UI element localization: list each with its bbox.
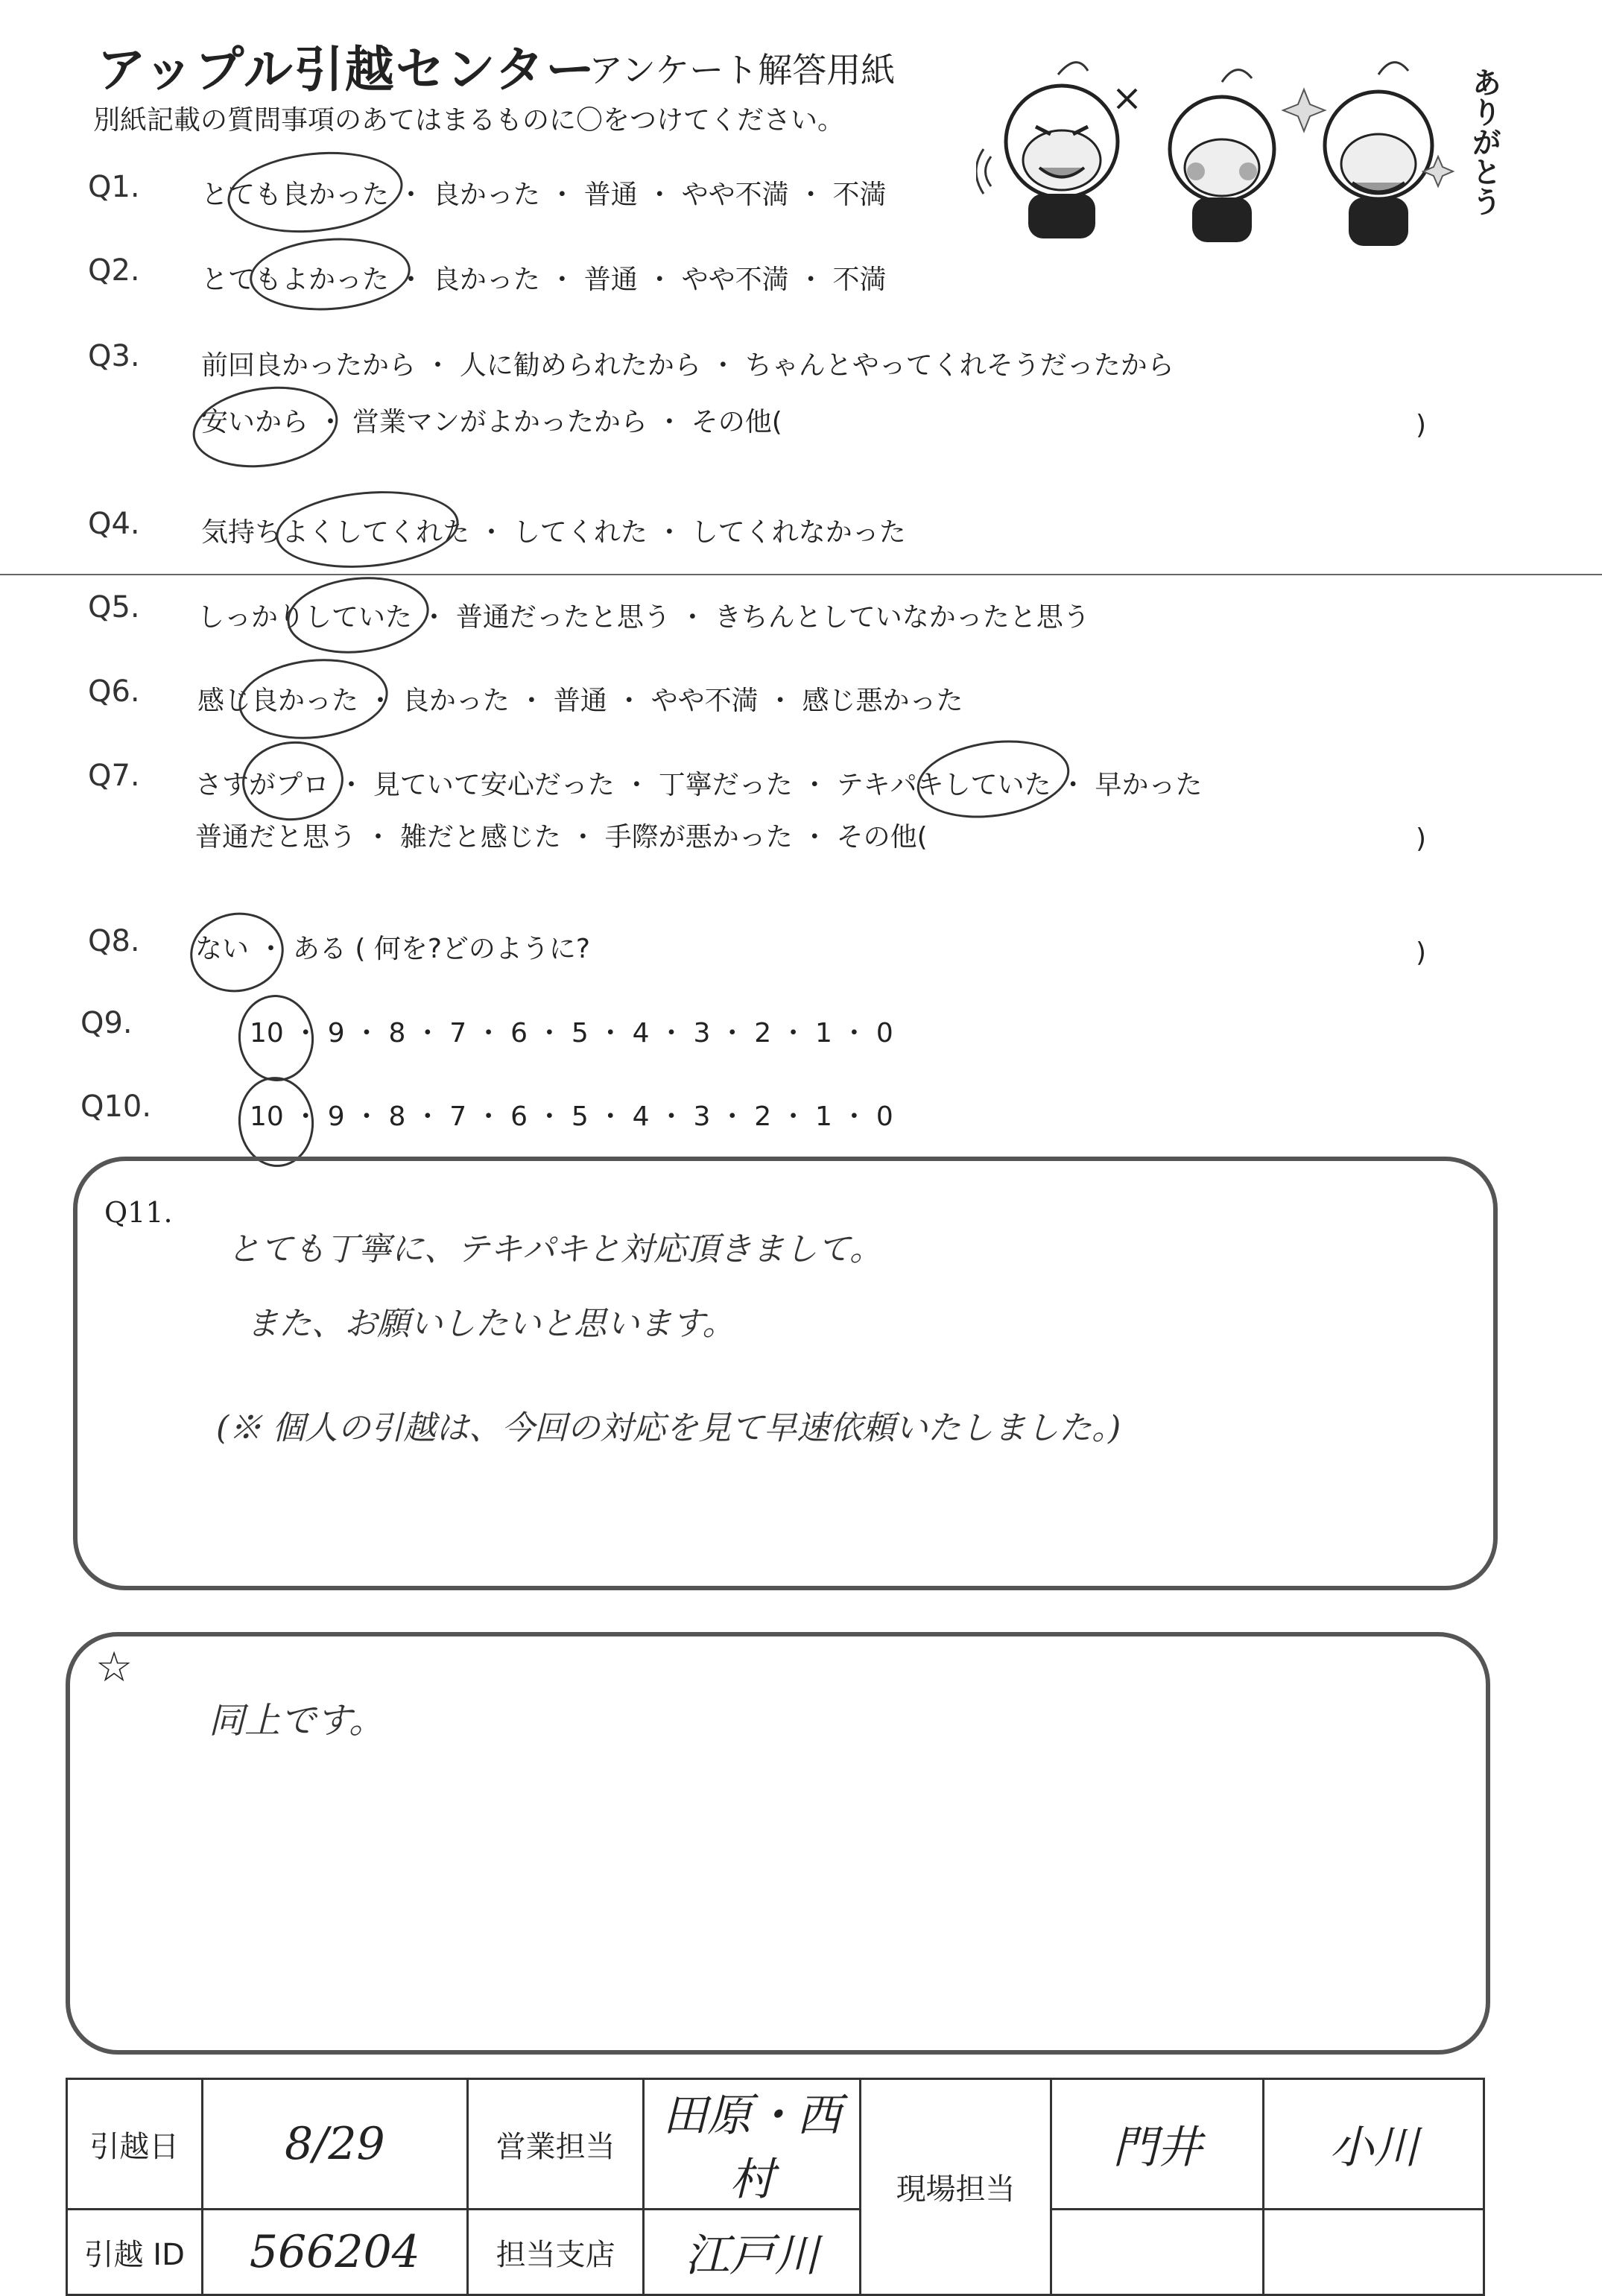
q10-answer-circle [235, 1074, 317, 1170]
move-date-label: 引越日 [67, 2079, 203, 2210]
q3-options-line2: 安いから ・ 営業マンがよかったから ・ その他( [201, 407, 782, 437]
branch-label: 担当支店 [468, 2210, 644, 2295]
form-subtitle: アンケート解答用紙 [589, 50, 896, 90]
sales-staff-value: 田原・西村 [644, 2079, 861, 2210]
q9-scale: 10 ・ 9 ・ 8 ・ 7 ・ 6 ・ 5 ・ 4 ・ 3 ・ 2 ・ 1 ・ 0 [250, 1018, 893, 1049]
q11-comment-line2: また、お願いしたいと思います。 [246, 1305, 735, 1343]
q4-answer-circle [273, 484, 462, 575]
q7-label: Q7. [88, 759, 140, 793]
q7-answer-circle-pro [239, 737, 347, 824]
star-icon: ☆ [95, 1643, 133, 1692]
q1-options: とても良かった ・ 良かった ・ 普通 ・ やや不満 ・ 不満 [201, 180, 887, 210]
q5-label: Q5. [88, 590, 140, 624]
q10-label: Q10. [80, 1090, 152, 1124]
sales-label: 営業担当 [468, 2079, 644, 2210]
q3-close-paren: ) [1416, 410, 1427, 440]
staff-info-table [66, 2078, 1485, 2296]
q3-answer-circle [188, 378, 343, 476]
q1-label: Q1. [88, 170, 140, 204]
q5-answer-circle [283, 570, 433, 660]
q6-answer-circle [235, 652, 392, 746]
move-id-value: 566204 [202, 2210, 468, 2295]
instruction-text: 別紙記載の質問事項のあてはまるものに〇をつけてください。 [93, 105, 845, 136]
q2-answer-circle [247, 233, 413, 316]
q9-label: Q9. [80, 1006, 133, 1040]
q3-label: Q3. [88, 339, 140, 373]
site-staff-1: 門井 [1051, 2079, 1264, 2210]
q11-comment-line1: とても丁寧に、テキパキと対応頂きまして。 [227, 1230, 883, 1268]
star-comment-text: 同上です。 [209, 1700, 385, 1742]
q7-options-line1: さすがプロ ・ 見ていて安心だった ・ 丁寧だった ・ テキパキしていた ・ 早かった [195, 770, 1203, 800]
site-staff-label: 現場担当 [861, 2079, 1051, 2295]
site-staff-empty-2 [1264, 2210, 1484, 2295]
q7-close-paren: ) [1416, 823, 1427, 854]
q1-answer-circle [224, 144, 407, 241]
q4-options: 気持ちよくしてくれた ・ してくれた ・ してくれなかった [201, 517, 906, 548]
mascot-illustration [976, 45, 1513, 253]
q2-options: とてもよかった ・ 良かった ・ 普通 ・ やや不満 ・ 不満 [201, 265, 887, 295]
site-staff-2: 小川 [1264, 2079, 1484, 2210]
q8-answer-circle [184, 905, 290, 999]
site-staff-empty-1 [1051, 2210, 1264, 2295]
q8-options: ない ・ ある ( 何を?どのように? [195, 934, 591, 964]
fold-line [0, 574, 1602, 575]
q9-answer-circle [235, 992, 317, 1084]
mascot-thanks-text: ありがとう [1467, 67, 1501, 216]
q5-options: しっかりしていた ・ 普通だったと思う ・ きちんとしていなかったと思う [197, 602, 1090, 633]
q7-options-line2: 普通だと思う ・ 雑だと感じた ・ 手際が悪かった ・ その他( [195, 822, 928, 853]
q6-label: Q6. [88, 674, 140, 709]
monkey-right-icon [1283, 63, 1453, 246]
q11-comment-line3: (※ 個人の引越は、今回の対応を見て早速依頼いたしました。) [216, 1409, 1121, 1447]
q11-label: Q11. [104, 1196, 173, 1229]
monkey-middle-icon [1118, 70, 1274, 242]
move-id-label: 引越 ID [67, 2210, 203, 2295]
q8-close-paren: ) [1416, 937, 1427, 968]
q4-label: Q4. [88, 507, 140, 541]
q7-answer-circle-tekipaki [912, 731, 1074, 827]
q6-options: 感じ良かった ・ 良かった ・ 普通 ・ やや不満 ・ 感じ悪かった [197, 686, 963, 716]
company-title: アップル引越センター [97, 41, 597, 98]
q2-label: Q2. [88, 253, 140, 288]
branch-value: 江戸川 [644, 2210, 861, 2295]
q8-label: Q8. [88, 924, 140, 958]
q10-scale: 10 ・ 9 ・ 8 ・ 7 ・ 6 ・ 5 ・ 4 ・ 3 ・ 2 ・ 1 ・ 0 [250, 1101, 893, 1132]
monkey-left-icon [976, 63, 1118, 238]
move-date-value: 8/29 [202, 2079, 468, 2210]
q3-options-line1: 前回良かったから ・ 人に勧められたから ・ ちゃんとやってくれそうだったから [201, 350, 1174, 381]
